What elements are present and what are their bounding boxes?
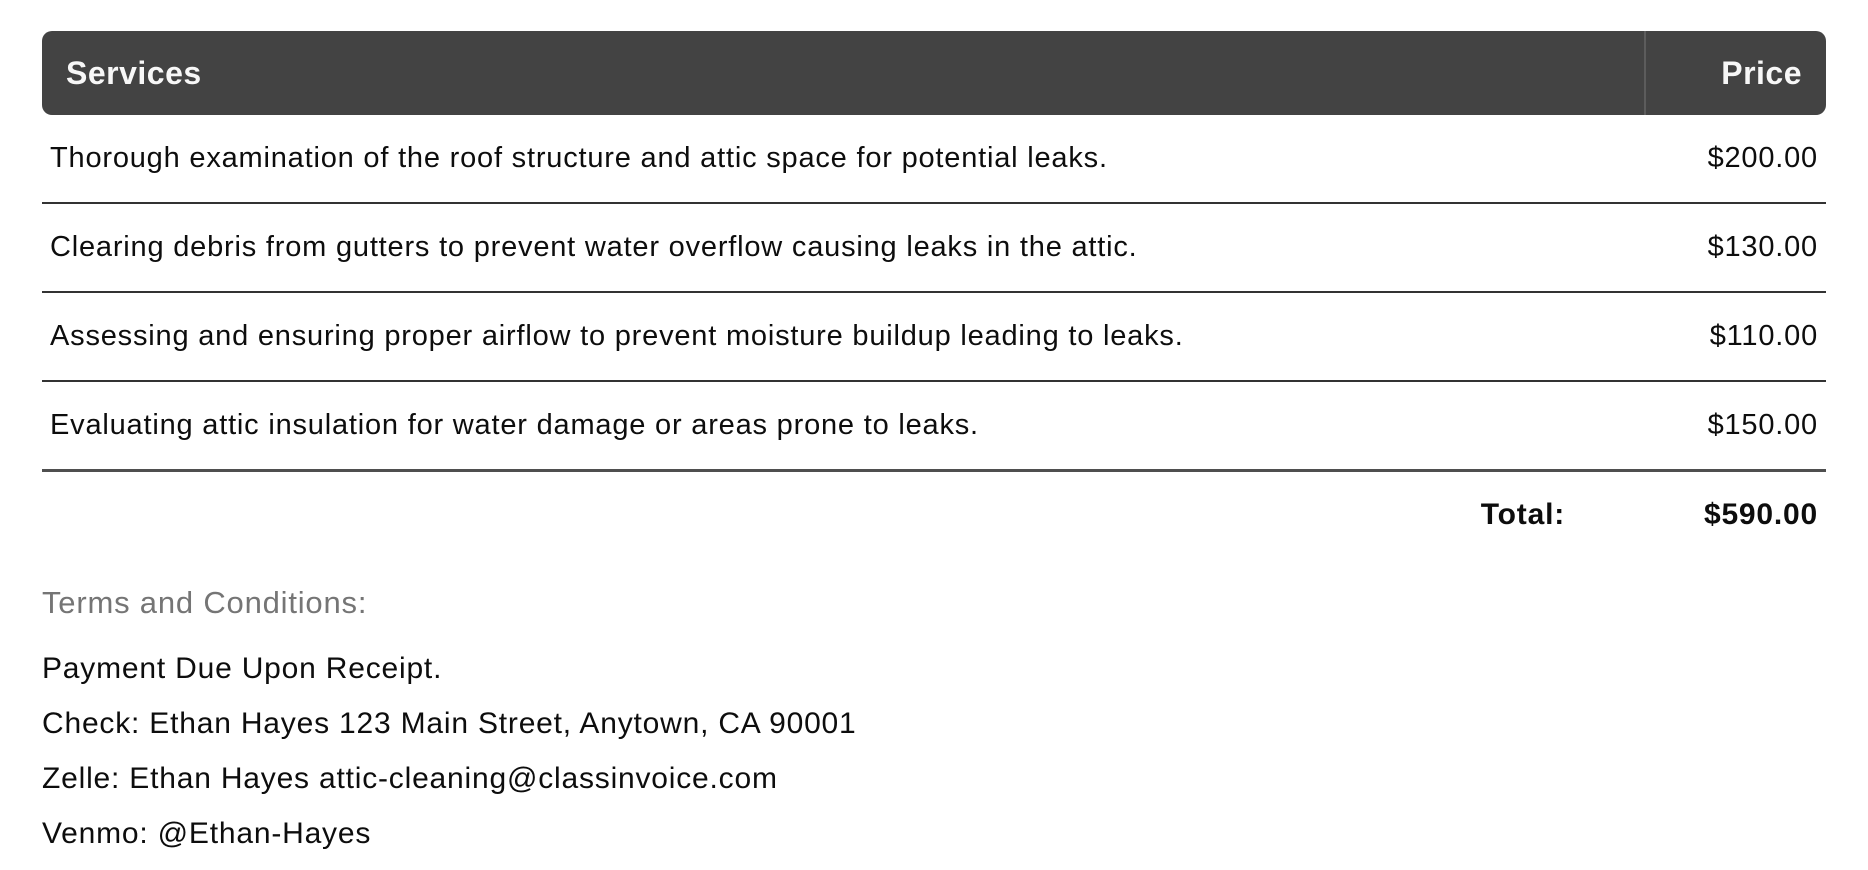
services-column-header: Services: [42, 31, 1645, 115]
price-column-header: Price: [1645, 31, 1826, 115]
service-price: $110.00: [1645, 292, 1826, 381]
terms-line-payment: Payment Due Upon Receipt.: [42, 652, 443, 685]
invoice-table-section: [42, 31, 1826, 558]
service-description: Evaluating attic insulation for water damage or areas prone to leaks.: [42, 381, 1645, 471]
service-description: Thorough examination of the roof structure and attic space for potential leaks.: [42, 115, 1645, 203]
total-value: $590.00: [1703, 498, 1818, 531]
total-row: [42, 471, 1826, 559]
table-row: [42, 381, 1826, 471]
terms-line-venmo: Venmo: @Ethan-Hayes: [42, 817, 372, 850]
terms-heading: Terms and Conditions:: [42, 585, 368, 620]
terms-line-check: Check: Ethan Hayes 123 Main Street, Anytown, CA 90001: [42, 707, 857, 740]
terms-section: [42, 585, 1642, 861]
table-header-row: [42, 31, 1826, 115]
services-table: [42, 31, 1826, 558]
table-row: [42, 292, 1826, 381]
service-price: $150.00: [1645, 381, 1826, 471]
table-row: [42, 203, 1826, 292]
table-row: [42, 115, 1826, 203]
total-label: Total:: [1480, 498, 1565, 531]
terms-line-zelle: Zelle: Ethan Hayes attic-cleaning@classinvoice.com: [42, 762, 778, 795]
service-price: $200.00: [1645, 115, 1826, 203]
service-description: Clearing debris from gutters to prevent water overflow causing leaks in the attic.: [42, 203, 1645, 292]
service-description: Assessing and ensuring proper airflow to prevent moisture buildup leading to leaks.: [42, 292, 1645, 381]
service-price: $130.00: [1645, 203, 1826, 292]
